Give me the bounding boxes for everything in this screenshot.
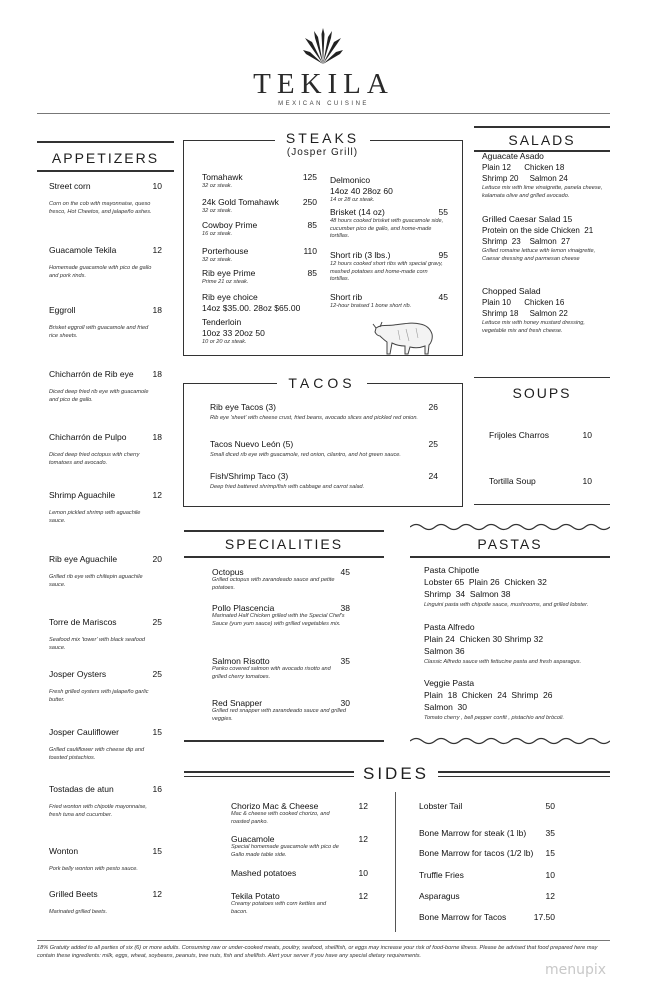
soup-price: 10 xyxy=(582,476,592,486)
side-name: Truffle Fries xyxy=(419,870,464,880)
steak-sizes: 10oz 33 20oz 50 xyxy=(202,328,265,338)
speciality-name: Octopus xyxy=(212,567,244,577)
appetizer-desc: Grilled cauliflower with cheese dip and toasted pistachios. xyxy=(49,747,145,761)
pasta-desc: Classic Alfredo sauce with fettucine pasta and fresh asparagus. xyxy=(424,659,582,665)
appetizer-name: Chicharrón de Pulpo xyxy=(49,432,127,442)
steak-desc: 12-hour braised 1 bone short rib. xyxy=(330,303,412,309)
taco-price: 24 xyxy=(428,471,438,481)
appetizer-desc: Homemade guacamole with pico de gallo and pork rinds. xyxy=(49,265,152,279)
steak-name: Short rib (3 lbs.) xyxy=(330,250,391,260)
salad-price-line: Plain 12 Chicken 18 xyxy=(482,163,565,172)
steak-price: 55 xyxy=(438,207,448,217)
side-name: Guacamole xyxy=(231,834,275,844)
side-name: Tekila Potato xyxy=(231,891,280,901)
sides-title: SIDES xyxy=(362,764,430,783)
steak-name: Delmonico xyxy=(330,175,371,185)
salad-price-line: Shrimp 18 Salmon 22 xyxy=(482,309,568,318)
appetizer-price: 18 xyxy=(152,432,162,442)
appetizer-price: 15 xyxy=(152,727,162,737)
specialities-rule-bottom xyxy=(184,556,384,558)
appetizer-price: 25 xyxy=(152,669,162,679)
appetizer-price: 12 xyxy=(152,245,162,255)
salads-rule-top xyxy=(474,126,610,128)
pasta-price-line: Shrimp 34 Salmon 38 xyxy=(424,589,511,599)
steak-price: 85 xyxy=(307,268,317,278)
appetizer-name: Tostadas de atun xyxy=(49,784,114,794)
soups-title: SOUPS xyxy=(512,385,572,401)
appetizer-price: 12 xyxy=(152,490,162,500)
steak-sizes: 14oz $35.00. 28oz $65.00 xyxy=(202,303,301,313)
side-price: 12 xyxy=(358,891,368,901)
appetizers-rule-top xyxy=(37,141,174,143)
appetizer-name: Street corn xyxy=(49,181,91,191)
steak-desc: 14 or 28 oz steak. xyxy=(330,197,375,203)
bull-illustration xyxy=(372,316,434,356)
salad-name: Chopped Salad xyxy=(482,286,541,296)
steak-name: 24k Gold Tomahawk xyxy=(202,197,279,207)
pasta-price-line: Salmon 30 xyxy=(424,702,467,712)
appetizer-desc: Lemon pickled shrimp with aguachile sauce. xyxy=(49,510,141,524)
steak-price: 45 xyxy=(438,292,448,302)
steak-desc: 10 or 20 oz steak. xyxy=(202,339,247,345)
appetizer-desc: Diced deep fried rib eye with guacamole and pico de gallo. xyxy=(49,389,149,403)
side-price: 15 xyxy=(545,848,555,858)
steak-desc: 32 oz steak. xyxy=(202,257,233,263)
steaks-subtitle: (Josper Grill) xyxy=(286,147,359,158)
brand-name: TEKILA xyxy=(253,68,394,100)
appetizer-desc: Marinated grilled beets. xyxy=(49,909,108,915)
appetizer-price: 16 xyxy=(152,784,162,794)
speciality-price: 35 xyxy=(340,656,350,666)
sides-rule-right-1 xyxy=(438,771,610,773)
side-name: Lobster Tail xyxy=(419,801,463,811)
taco-desc: Deep fried battered shrimp/fish with cabbage and carrot salad. xyxy=(210,484,365,490)
taco-name: Rib eye Tacos (3) xyxy=(210,402,276,412)
steak-name: Tomahawk xyxy=(202,172,243,182)
appetizer-name: Josper Oysters xyxy=(49,669,107,679)
salad-price-line: Shrimp 23 Salmon 27 xyxy=(482,237,571,246)
side-price: 12 xyxy=(358,834,368,844)
appetizer-desc: Fresh grilled oysters with jalapeño garlic butter. xyxy=(49,689,149,703)
salads-title: SALADS xyxy=(508,132,576,148)
side-price: 50 xyxy=(545,801,555,811)
steak-name: Rib eye Prime xyxy=(202,268,256,278)
side-price: 12 xyxy=(545,891,555,901)
salad-price-line: Protein on the side Chicken 21 xyxy=(482,226,594,235)
side-price: 17.50 xyxy=(533,912,555,922)
steak-desc: 12 hours cooked short ribs with special gravy, mashed potatoes and home-made corn tortillas. xyxy=(330,261,443,283)
pastas-wave-top xyxy=(410,522,610,532)
appetizer-desc: Diced deep fried octopus with cherry tomatoes and avocado. xyxy=(49,452,140,466)
brand-tagline: MEXICAN CUISINE xyxy=(278,101,369,107)
steak-desc: 32 oz steak. xyxy=(202,183,233,189)
footer-divider xyxy=(37,940,610,941)
appetizer-name: Wonton xyxy=(49,846,79,856)
pasta-name: Veggie Pasta xyxy=(424,678,475,688)
steak-price: 85 xyxy=(307,220,317,230)
salad-name: Grilled Caesar Salad 15 xyxy=(482,214,573,224)
pasta-price-line: Plain 18 Chicken 24 Shrimp 26 xyxy=(424,690,553,700)
appetizer-price: 20 xyxy=(152,554,162,564)
side-price: 12 xyxy=(358,801,368,811)
salad-name: Aguacate Asado xyxy=(482,151,544,161)
salad-desc: Grilled romaine lettuce with lemon vinaigrette, Caesar dressing and parmesan cheese xyxy=(482,248,596,262)
footer-note: 18% Gratuity added to all parties of six (6) or more adults. Consuming raw or under-cooked meats, poultry, seafood, shellfish, or eggs may increase your risk of food-borne illness. Please be advised that food prepared here may contain these ingredients: milk, eggs, wheat, soybeans, peanuts, tree nuts, fish and shellfish. Alert your server if you have any special dietary requirements. xyxy=(37,945,598,960)
steak-desc: 32 oz steak. xyxy=(202,208,233,214)
appetizer-name: Rib eye Aguachile xyxy=(49,554,118,564)
steak-desc: 48 hours cooked brisket with guacamole side, cucumber pico de gallo, and home-made tortillas. xyxy=(330,218,444,240)
appetizer-name: Josper Cauliflower xyxy=(49,727,119,737)
appetizer-name: Chicharrón de Rib eye xyxy=(49,369,134,379)
appetizer-price: 10 xyxy=(152,181,162,191)
pastas-wave-bottom xyxy=(410,736,610,746)
sides-rule-right-2 xyxy=(438,776,610,777)
appetizers-title: APPETIZERS xyxy=(51,150,160,166)
pastas-title: PASTAS xyxy=(477,536,543,552)
taco-name: Tacos Nuevo León (5) xyxy=(210,439,294,449)
salad-price-line: Plain 10 Chicken 16 xyxy=(482,298,565,307)
appetizer-desc: Corn on the cob with mayonnaise, queso fresco, Hot Cheetos, and jalapeño ashes. xyxy=(49,201,152,215)
speciality-desc: Marinated Half Chicken grilled with the Special Chef's Sauce (yum yum sauce) with grilled vegetables mix. xyxy=(212,613,345,627)
header xyxy=(0,28,647,118)
side-name: Bone Marrow for steak (1 lb) xyxy=(419,828,527,838)
side-desc: Creamy potatoes with corn kettles and bacon. xyxy=(231,901,327,915)
steaks-title: STEAKS xyxy=(285,130,360,146)
pasta-price-line: Salmon 36 xyxy=(424,646,465,656)
side-name: Mashed potatoes xyxy=(231,868,297,878)
side-price: 10 xyxy=(545,870,555,880)
appetizer-name: Torre de Mariscos xyxy=(49,617,117,627)
agave-logo-icon xyxy=(303,28,343,64)
appetizers-rule-bottom xyxy=(37,170,174,172)
steak-name: Tenderloin xyxy=(202,317,242,327)
appetizer-price: 25 xyxy=(152,617,162,627)
speciality-desc: Grilled red snapper with zarandeado sauce and grilled veggies. xyxy=(212,708,347,722)
salad-desc: Lettuce mix with lime vinaigrette, panela cheese, kalamata olive and grilled avocado. xyxy=(482,185,603,199)
appetizer-desc: Seafood mix 'tower' with black seafood sauce. xyxy=(49,637,146,651)
appetizer-name: Shrimp Aguachile xyxy=(49,490,116,500)
appetizer-name: Grilled Beets xyxy=(49,889,98,899)
pasta-price-line: Plain 24 Chicken 30 Shrimp 32 xyxy=(424,634,544,644)
steak-name: Porterhouse xyxy=(202,246,249,256)
pasta-name: Pasta Chipotle xyxy=(424,565,480,575)
steak-name: Rib eye choice xyxy=(202,292,258,302)
side-name: Bone Marrow for Tacos xyxy=(419,912,507,922)
appetizer-name: Guacamole Tekila xyxy=(49,245,117,255)
speciality-name: Red Snapper xyxy=(212,698,263,708)
side-price: 10 xyxy=(358,868,368,878)
taco-price: 26 xyxy=(428,402,438,412)
header-divider xyxy=(37,113,610,114)
sides-rule-left-2 xyxy=(184,776,354,777)
speciality-desc: Grilled octopus with zarandeado sauce and petite potatoes. xyxy=(212,577,335,591)
pasta-desc: Linguini pasta with chipotle sauce, mushrooms, and grilled lobster. xyxy=(424,602,589,608)
taco-price: 25 xyxy=(428,439,438,449)
salad-price-line: Shrimp 20 Salmon 24 xyxy=(482,174,568,183)
speciality-price: 45 xyxy=(340,567,350,577)
sides-rule-left-1 xyxy=(184,771,354,773)
steak-sizes: 14oz 40 28oz 60 xyxy=(330,186,393,196)
appetizer-desc: Brisket eggroll with guacamole and fried rice sheets. xyxy=(49,325,149,339)
pastas-rule xyxy=(410,556,610,558)
taco-desc: Rib eye 'sheet' with cheese crust, fried beans, avocado slices and pickled red onion. xyxy=(210,415,418,421)
pasta-price-line: Lobster 65 Plain 26 Chicken 32 xyxy=(424,577,547,587)
steak-name: Short rib xyxy=(330,292,363,302)
steak-name: Cowboy Prime xyxy=(202,220,258,230)
steak-price: 250 xyxy=(302,197,317,207)
appetizer-price: 18 xyxy=(152,305,162,315)
speciality-name: Salmon Risotto xyxy=(212,656,270,666)
steak-price: 95 xyxy=(438,250,448,260)
speciality-desc: Panko covered salmon with avocado risotto and grilled cherry tomatoes. xyxy=(212,666,331,680)
appetizer-desc: Pork belly wonton with pesto sauce. xyxy=(49,866,138,872)
speciality-name: Pollo Plascencia xyxy=(212,603,275,613)
steak-price: 125 xyxy=(302,172,317,182)
side-name: Asparagus xyxy=(419,891,460,901)
speciality-price: 30 xyxy=(340,698,350,708)
appetizer-name: Eggroll xyxy=(49,305,76,315)
taco-desc: Small diced rib eye with guacamole, red onion, cilantro, and hot green sauce. xyxy=(210,452,401,458)
tacos-title: TACOS xyxy=(288,375,356,391)
soup-price: 10 xyxy=(582,430,592,440)
side-name: Chorizo Mac & Cheese xyxy=(231,801,319,811)
steak-name: Brisket (14 oz) xyxy=(330,207,385,217)
steak-desc: 16 oz steak. xyxy=(202,231,233,237)
soup-name: Tortilla Soup xyxy=(489,476,536,486)
salad-desc: Lettuce mix with honey mustard dressing, vegetable mix and fresh cheese. xyxy=(482,320,585,334)
soup-name: Frijoles Charros xyxy=(489,430,549,440)
specialities-title: SPECIALITIES xyxy=(224,536,344,552)
appetizer-desc: Grilled rib eye with chiltepin aguachile sauce. xyxy=(49,574,143,588)
steak-price: 110 xyxy=(303,246,317,256)
pasta-name: Pasta Alfredo xyxy=(424,622,475,632)
appetizer-price: 15 xyxy=(152,846,162,856)
appetizer-price: 12 xyxy=(152,889,162,899)
side-price: 35 xyxy=(545,828,555,838)
pasta-desc: Tomato cherry , bell pepper confit , pistachio and bròcoli. xyxy=(424,715,565,721)
appetizer-price: 18 xyxy=(152,369,162,379)
side-name: Bone Marrow for tacos (1/2 lb) xyxy=(419,848,534,858)
specialities-rule-end xyxy=(184,740,384,742)
taco-name: Fish/Shrimp Taco (3) xyxy=(210,471,289,481)
sides-divider-vertical xyxy=(395,792,396,932)
watermark: menupix xyxy=(545,962,607,978)
specialities-rule-top xyxy=(184,530,384,532)
side-desc: Special homemade guacamole with pico de Gallo made table side. xyxy=(231,844,339,858)
steak-desc: Prime 21 oz steak. xyxy=(202,279,249,285)
side-desc: Mac & cheese with cooked chorizo, and roasted panko. xyxy=(231,811,330,825)
appetizer-desc: Fried wonton with chipotle mayonnaise, fresh tuna and cucumber. xyxy=(49,804,147,818)
speciality-price: 38 xyxy=(340,603,350,613)
